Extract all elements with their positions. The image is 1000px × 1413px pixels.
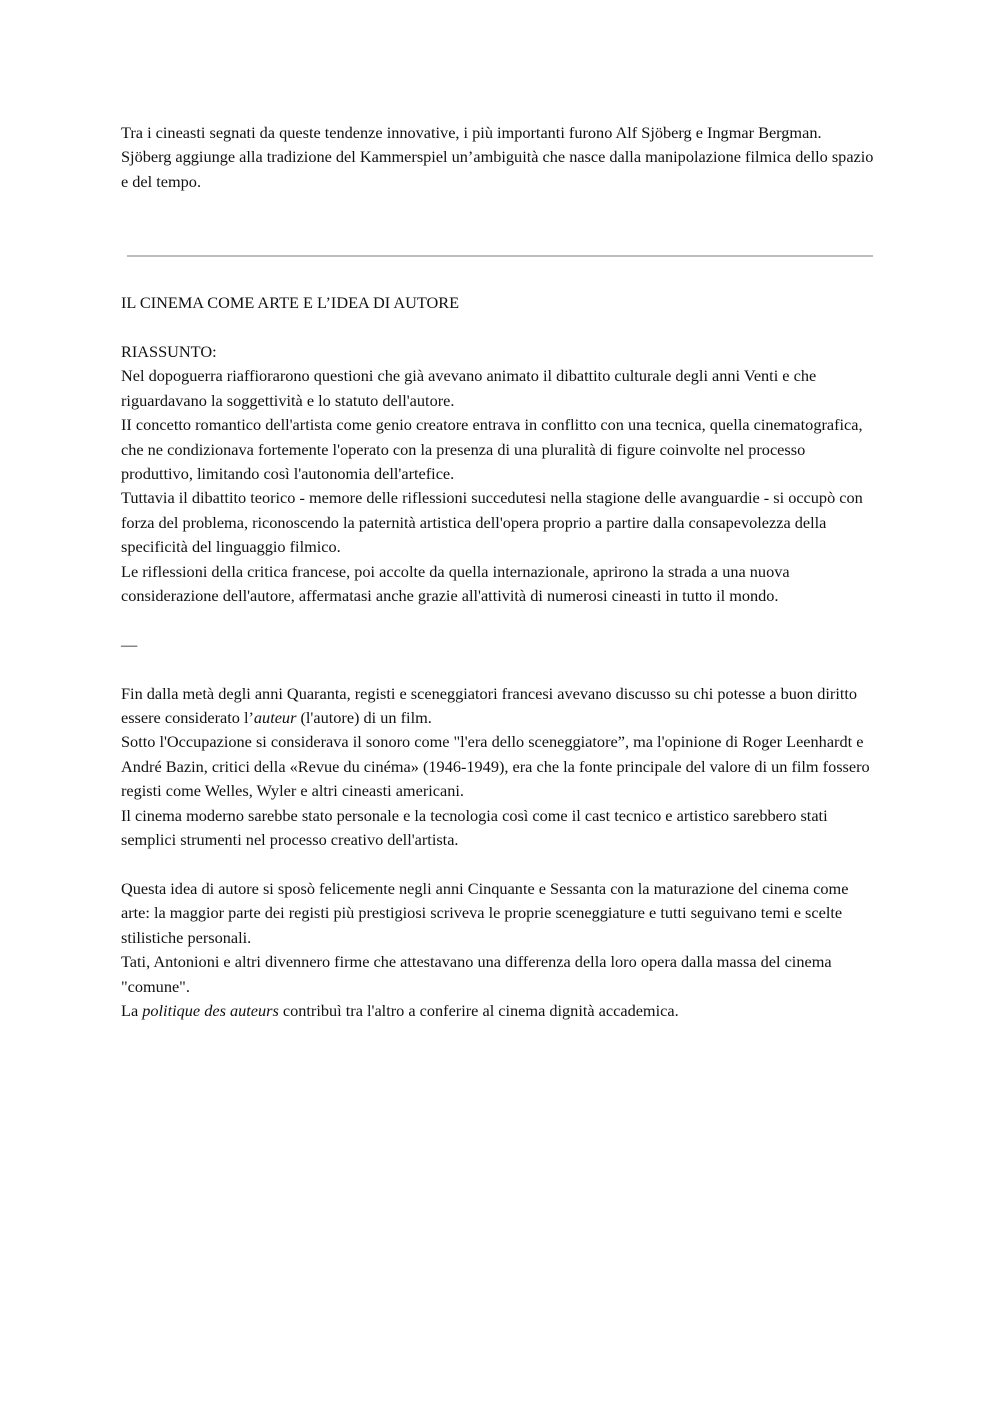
- body-text: contribuì tra l'altro a conferire al cinema dignità accademica.: [278, 1000, 679, 1020]
- section-separator: —: [121, 634, 138, 654]
- summary-paragraph-3: Tuttavia il dibattito teorico - memore delle riflessioni succedutesi nella stagione delle avanguardie - si occupò con forza del problema, riconoscendo la paternità artistica dell'opera proprio a partire dalla consapevolezza della specificità del linguaggio filmico.: [121, 488, 863, 557]
- body-paragraph-5: Tati, Antonioni e altri divennero firme che attestavano una differenza della loro opera dalla massa del cinema "comune".: [121, 952, 832, 996]
- spacer: [121, 853, 881, 877]
- body-text: Fin dalla metà degli anni Quaranta, registi e sceneggiatori francesi avevano discusso su chi potesse a buon diritto essere considerato l’: [121, 683, 858, 728]
- spacer: [121, 194, 881, 255]
- body-text: La: [121, 1000, 143, 1020]
- body-paragraph-2: Sotto l'Occupazione si considerava il sonoro come "l'era dello sceneggiatore”, ma l'opinione di Roger Leenhardt e André Bazin, critici della «Revue du cinéma» (1946-1949), era che la fonte principale del valore di un film fossero registi come Welles, Wyler e altri cineasti americani.: [121, 732, 870, 801]
- horizontal-rule: [127, 255, 873, 257]
- body-paragraph-4: Questa idea di autore si sposò felicemente negli anni Cinquante e Sessanta con la maturazione del cinema come arte: la maggior parte dei registi più prestigiosi scriveva le proprie sceneggiature e tutti seguivano temi e scelte stilistiche personali.: [121, 878, 849, 947]
- spacer: [121, 257, 881, 291]
- spacer: [121, 316, 881, 340]
- italic-term: politique des auteurs: [142, 1000, 279, 1020]
- summary-paragraph-4: Le riflessioni della critica francese, poi accolte da quella internazionale, aprirono la strada a una nuova considerazione dell'autore, affermatasi anche grazie all'attività di numerosi cineasti in tutto il mondo.: [121, 561, 790, 606]
- summary-label: RIASSUNTO:: [121, 342, 217, 362]
- intro-paragraph-1: Tra i cineasti segnati da queste tendenze innovative, i più importanti furono Alf Sjöberg e Ingmar Bergman.: [121, 123, 822, 142]
- section-title: IL CINEMA COME ARTE E L’IDEA DI AUTORE: [121, 293, 460, 313]
- spacer: [121, 657, 881, 681]
- body-paragraph-6: [121, 999, 881, 1023]
- summary-paragraph-2: II concetto romantico dell'artista come genio creatore entrava in conflitto con una tecnica, quella cinematografica, che ne condizionava fortemente l'operato con la presenza di una pluralità di figure coinvolte nel processo produttivo, limitando così l'autonomia dell'artefice.: [121, 415, 863, 484]
- intro-paragraph-2: Sjöberg aggiunge alla tradizione del Kammerspiel un’ambiguità che nasce dalla manipolazione filmica dello spazio e del tempo.: [121, 147, 874, 191]
- spacer: [121, 608, 881, 632]
- body-text: (l'autore) di un film.: [296, 708, 432, 728]
- document-page: [121, 121, 881, 1023]
- summary-paragraph-1: Nel dopoguerra riaffiorarono questioni che già avevano animato il dibattito culturale degli anni Venti e che riguardavano la soggettività e lo statuto dell'autore.: [121, 366, 817, 410]
- body-paragraph-3: Il cinema moderno sarebbe stato personale e la tecnologia così come il cast tecnico e artistico sarebbero stati semplici strumenti nel processo creativo dell'artista.: [121, 805, 828, 850]
- body-paragraph-1: [121, 682, 881, 731]
- italic-term: auteur: [253, 708, 297, 728]
